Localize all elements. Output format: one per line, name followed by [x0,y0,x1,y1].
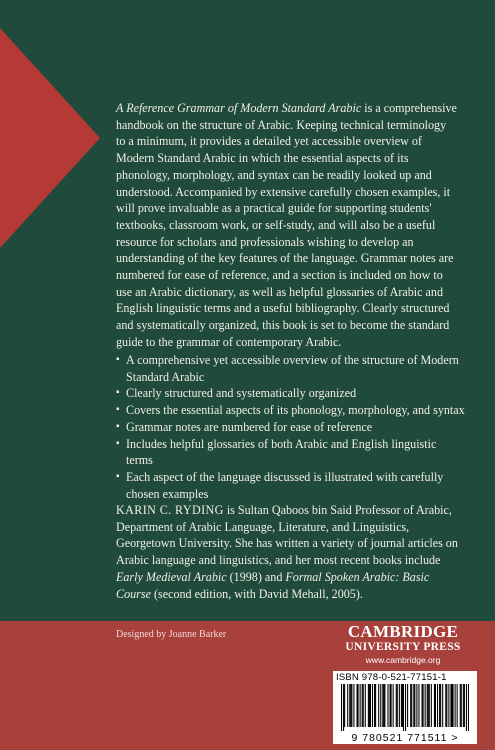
barcode-bar [414,684,415,727]
barcode-bar [368,684,369,727]
author-name: KARIN C. RYDING [116,503,224,517]
barcode-bar [403,684,404,731]
barcode-bar [382,684,383,727]
barcode-bar [413,684,414,727]
barcode-bar [344,684,345,727]
barcode-bar [468,684,469,731]
barcode-bar [380,684,381,727]
author-bio [116,502,466,602]
barcode-bar [372,684,373,727]
author-bio-text: (second edition, with David Mehall, 2005). [150,586,363,601]
barcode-bar [356,684,357,727]
red-triangle-decoration [0,28,100,248]
barcode-bar [442,684,443,727]
barcode-bar [455,684,456,727]
barcode-bar [463,684,464,727]
barcode-bar [450,684,451,727]
barcode-bar [437,684,438,727]
barcode-bar [370,684,371,727]
barcode-bar [460,684,461,727]
barcode-bar [434,684,435,727]
feature-item: ▪ Grammar notes are numbered for ease of reference [116,419,466,436]
barcode-bar [461,684,462,727]
barcode-bar [452,684,453,727]
barcode-bar [422,684,423,727]
barcode-bar [351,684,352,727]
author-paragraph [116,502,466,602]
author-book-title: Early Medieval Arabic [116,569,227,584]
barcode-bar [374,684,375,727]
author-bio-text: is Sultan Qaboos bin Said Professor of Arabic, Department of Arabic Language, Literature, and Linguistics, Georgetown University. She has written a variety of journal articles on Arabic language and linguistics, and her most recent books include [116,503,458,568]
barcode-bar [360,684,361,727]
barcode-bar [466,684,467,731]
barcode-bar [418,684,419,727]
author-bio-text: (1998) and [226,569,286,584]
feature-item: ▪ Covers the essential aspects of its phonology, morphology, and syntax [116,402,466,419]
barcode-bar [464,684,465,727]
barcode-bar [350,684,351,727]
barcode-bar [423,684,424,727]
barcode-bar [353,684,354,727]
feature-item: ▪ Each aspect of the language discussed is illustrated with carefully chosen examples [116,469,466,502]
designer-credit: Designed by Joanne Barker [116,629,227,640]
barcode-bar [349,684,350,727]
publisher-logo-press: UNIVERSITY PRESS [345,641,461,653]
barcode-bar [399,684,400,727]
description-paragraph [116,100,458,351]
barcode-bar [384,684,385,727]
barcode-bar [448,684,449,727]
barcode-bar [446,684,447,727]
barcode-bar [387,684,388,727]
barcode-bar [401,684,402,727]
barcode-bar [391,684,392,727]
barcode-bar [375,684,376,727]
barcode-bar [390,684,391,727]
barcode-bar [410,684,411,727]
barcode-bar [407,684,408,727]
isbn-label: ISBN 978-0-521-77151-1 [336,672,447,683]
description-blurb [116,100,458,351]
barcode-bar [439,684,440,727]
publisher-logo-name: CAMBRIDGE [347,622,459,641]
feature-list [116,352,466,502]
barcode-bar [358,684,359,727]
barcode-bar [416,684,417,727]
barcode-bar [427,684,428,727]
barcode-block [333,671,477,744]
barcode-bar [431,684,432,727]
barcode-bar [393,684,394,727]
isbn-number: 9 780521 771511 > [351,732,459,744]
barcode-bar [363,684,364,727]
barcode-bar [402,684,403,727]
barcode-bar [445,684,446,727]
barcode-bar [451,684,452,727]
barcode-bar [435,684,436,727]
feature-item: ▪ Includes helpful glossaries of both Arabic and English linguistic terms [116,436,466,469]
barcode-bar [440,684,441,727]
barcode-bar [365,684,366,727]
description-text: is a comprehensive handbook on the structure of Arabic. Keeping technical terminology to a minimum, it provides a detailed yet accessible overview of Modern Standard Arabic in which the essential aspects of its phonology, morphology, and syntax can be readily looked up and understood. Accompanied by extensive carefully chosen examples, it will prove invaluable as a practical guide for supporting students' textbooks, classroom work, or self-study, and will also be a useful resource for scholars and professionals wishing to develop an understanding of the key features of the language. Grammar notes are numbered for ease of reference, and a section is included on how to use an Arabic dictionary, as well as helpful glossaries of Arabic and English linguistic terms and a useful bibliography. Clearly structured and systematically organized, this book is set to become the standard guide to the grammar of contemporary Arabic. [116,101,457,349]
feature-item: ▪ Clearly structured and systematically organized [116,385,466,402]
barcode-bar [383,684,384,727]
barcode-bar [457,684,458,727]
feature-item: ▪ A comprehensive yet accessible overview of the structure of Modern Standard Arabic [116,352,466,385]
barcode-bar [343,684,344,731]
barcode-bar [429,684,430,727]
barcode-bar [347,684,348,727]
barcode-bar [405,684,406,731]
barcode-bar [341,684,342,731]
barcode-bar [397,684,398,727]
barcode-bar [378,684,379,727]
author-book-title: Formal Spoken Arabic: Basic Course [116,569,430,601]
barcode-bar [425,684,426,727]
barcode-bar [411,684,412,727]
barcode-bar [362,684,363,727]
barcode-icon [341,684,469,731]
publisher-url: www.cambridge.org [365,655,441,665]
barcode-bar [428,684,429,727]
barcode-bar [396,684,397,727]
barcode-bar [369,684,370,727]
book-title: A Reference Grammar of Modern Standard Arabic [116,101,362,115]
